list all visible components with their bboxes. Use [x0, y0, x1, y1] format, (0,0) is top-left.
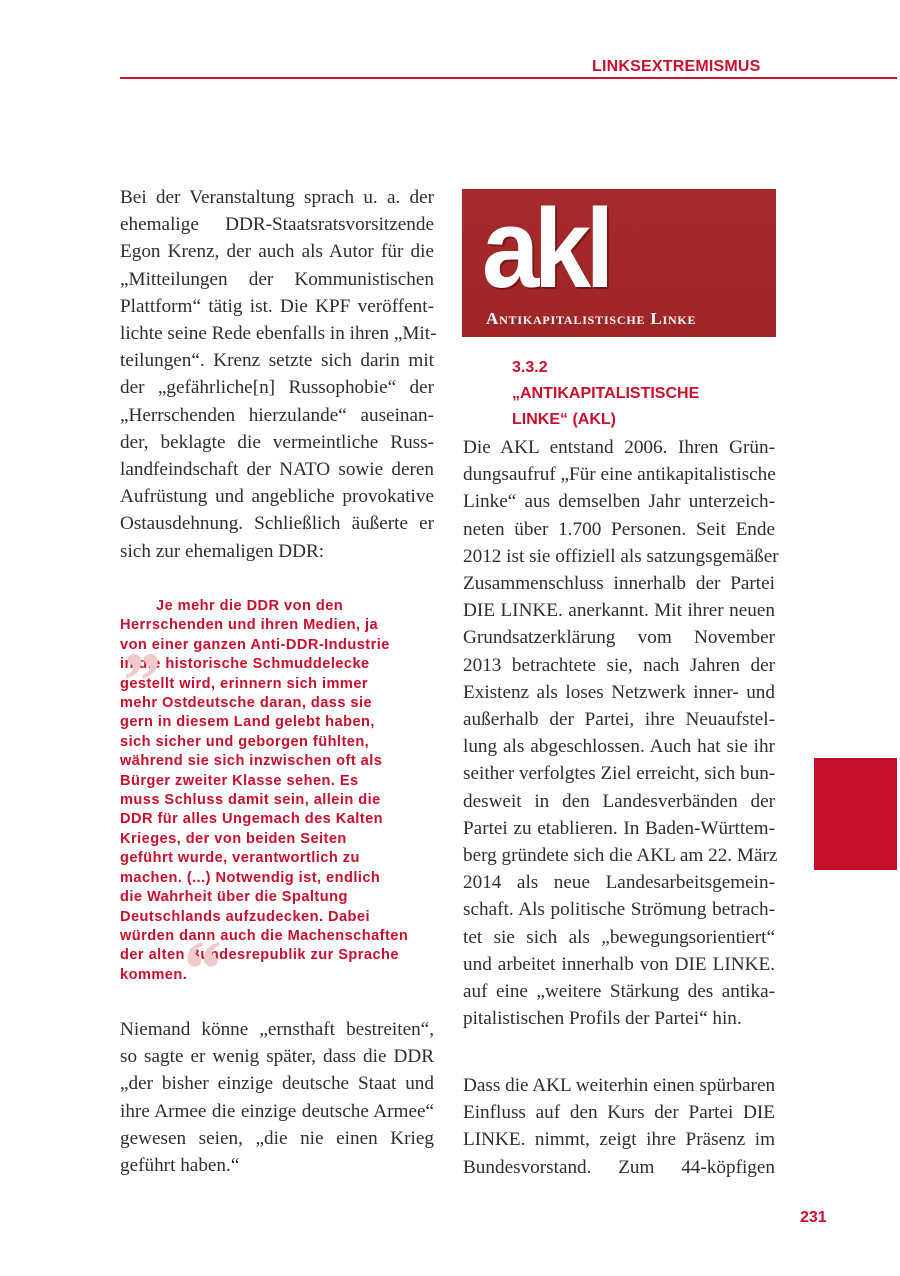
quote-line: würden dann auch die Machenschaften — [120, 927, 409, 944]
open-quote-icon: „ — [126, 596, 166, 684]
text-line: Plattform“ tätig ist. Die KPF veröffent- — [120, 295, 434, 317]
section-title-line-1: „ANTIKAPITALISTISCHE — [512, 385, 700, 402]
text-line: LINKE. nimmt, zeigt ihre Präsenz im — [463, 1129, 775, 1151]
text-line: seither verfolgtes Ziel erreicht, sich bun- — [463, 763, 776, 785]
text-line: ihre Armee die einzige deutsche Armee“ — [120, 1100, 434, 1122]
text-line: Existenz als loses Netzwerk inner- und — [463, 681, 775, 703]
text-line: Bundesvorstand. Zum 44-köpfigen — [463, 1156, 775, 1178]
text-line: Egon Krenz, der auch als Autor für die — [120, 241, 434, 263]
text-line: Einfluss auf den Kurs der Partei DIE — [463, 1102, 775, 1124]
close-quote-icon: “ — [180, 926, 220, 1014]
text-line: Aufrüstung und angebliche provokative — [120, 486, 434, 508]
quote-line: gern in diesem Land gelebt haben, — [120, 714, 375, 731]
text-line: „Herrschenden hierzulande“ auseinan- — [120, 404, 434, 426]
chapter-thumb-tab — [814, 758, 897, 870]
quote-line: geführt wurde, verantwortlich zu — [120, 850, 360, 867]
akl-logo-subtitle: Antikapitalistische Linke — [486, 309, 697, 328]
quote-line: mehr Ostdeutsche daran, dass sie — [120, 695, 373, 712]
text-line: schaft. Als politische Strömung betrach- — [463, 899, 775, 921]
text-line: und arbeitet innerhalb von DIE LINKE. — [463, 953, 775, 975]
text-line: so sagte er wenig später, dass die DDR — [120, 1046, 434, 1068]
quote-line: DDR für alles Ungemach des Kalten — [120, 811, 384, 828]
quote-line: muss Schluss damit sein, allein die — [120, 792, 381, 809]
text-line: neten über 1.700 Personen. Seit Ende — [463, 518, 775, 540]
text-line: der, beklagte die vermeintliche Russ- — [120, 431, 434, 453]
quote-line: Krieges, der von beiden Seiten — [120, 830, 347, 847]
section-number: 3.3.2 — [512, 359, 548, 376]
quote-line: Bürger zweiter Klasse sehen. Es — [120, 772, 359, 789]
quote-line: der alten Bundesrepublik zur Sprache — [120, 947, 399, 964]
page-number: 231 — [800, 1209, 827, 1226]
akl-logo-mark: akl — [482, 189, 609, 311]
quote-line: Je mehr die DDR von den — [156, 598, 344, 614]
quote-line: Deutschlands aufzudecken. Dabei — [120, 908, 370, 925]
akl-logo — [462, 189, 776, 337]
text-line: desweit in den Landesverbänden der — [463, 790, 775, 812]
pull-quote — [120, 597, 440, 985]
quote-line: in die historische Schmuddelecke — [120, 656, 370, 673]
right-column-paragraph-1 — [463, 434, 779, 1032]
quote-line: die Wahrheit über die Spaltung — [120, 889, 348, 906]
quote-line: gestellt wird, erinnern sich immer — [120, 675, 369, 692]
text-line: tet sie sich als „bewegungsorientiert“ — [463, 926, 775, 948]
text-line: gewesen seien, „die nie einen Krieg — [120, 1127, 434, 1149]
text-line: Zusammenschluss innerhalb der Partei — [463, 573, 775, 595]
text-line: lichte seine Rede ebenfalls in ihren „Mit- — [120, 323, 437, 345]
text-line: landfeindschaft der NATO sowie deren — [120, 459, 434, 481]
quote-line: von einer ganzen Anti-DDR-Industrie — [120, 636, 390, 653]
section-title-line-2: LINKE“ (AKL) — [512, 411, 616, 428]
text-line: geführt haben.“ — [120, 1155, 240, 1177]
text-line: „der bisher einzige deutsche Staat und — [120, 1073, 434, 1095]
text-line: teilungen“. Krenz setzte sich darin mit — [120, 350, 434, 372]
quote-line: während sie sich inzwischen oft als — [120, 753, 383, 770]
text-line: berg gründete sich die AKL am 22. März — [463, 845, 778, 867]
text-line: Grundsatzerklärung vom November — [463, 627, 775, 649]
text-line: Die AKL entstand 2006. Ihren Grün- — [463, 437, 775, 458]
text-line: Partei zu etablieren. In Baden-Württem- — [463, 817, 775, 839]
text-line: Ostausdehnung. Schließlich äußerte er — [120, 513, 434, 535]
header-rule — [120, 77, 897, 79]
section-heading — [512, 355, 772, 433]
text-line: der „gefährliche[n] Russophobie“ der — [120, 377, 434, 399]
quote-line: machen. (...) Notwendig ist, endlich — [120, 869, 381, 886]
text-line: ehemalige DDR-Staatsratsvorsitzende — [120, 214, 434, 236]
text-line: lung als abgeschlossen. Auch hat sie ihr — [463, 736, 775, 758]
text-line: auf eine „weitere Stärkung des antika- — [463, 981, 775, 1003]
text-line: außerhalb der Partei, ihre Neuaufstel- — [463, 709, 775, 731]
quote-line: kommen. — [120, 966, 188, 983]
quote-line: Herrschenden und ihren Medien, ja — [120, 617, 379, 634]
text-line: 2013 betrachtete sie, nach Jahren der — [463, 654, 775, 676]
text-line: dungsaufruf „Für eine antikapitalistische — [463, 464, 776, 486]
left-column-paragraph-1 — [120, 184, 437, 565]
text-line: „Mitteilungen der Kommunistischen — [120, 268, 434, 290]
running-header-title: LINKSEXTREMISMUS — [592, 58, 761, 75]
quote-line: sich sicher und geborgen fühlten, — [120, 733, 370, 750]
text-line: pitalistischen Profils der Partei“ hin. — [463, 1008, 742, 1030]
text-line: sich zur ehemaligen DDR: — [120, 540, 325, 562]
left-column-paragraph-2 — [120, 1016, 434, 1179]
text-line: DIE LINKE. anerkannt. Mit ihrer neuen — [463, 600, 775, 622]
text-line: Niemand könne „ernsthaft bestreiten“, — [120, 1019, 434, 1040]
text-line: 2012 ist sie offiziell als satzungsgemäßer — [463, 545, 779, 567]
text-line: Linke“ aus demselben Jahr unterzeich- — [463, 491, 775, 513]
text-line: Bei der Veranstaltung sprach u. a. der — [120, 187, 434, 208]
text-line: Dass die AKL weiterhin einen spürbaren — [463, 1075, 776, 1096]
right-column-paragraph-2 — [463, 1072, 775, 1181]
text-line: 2014 als neue Landesarbeitsgemein- — [463, 872, 775, 894]
